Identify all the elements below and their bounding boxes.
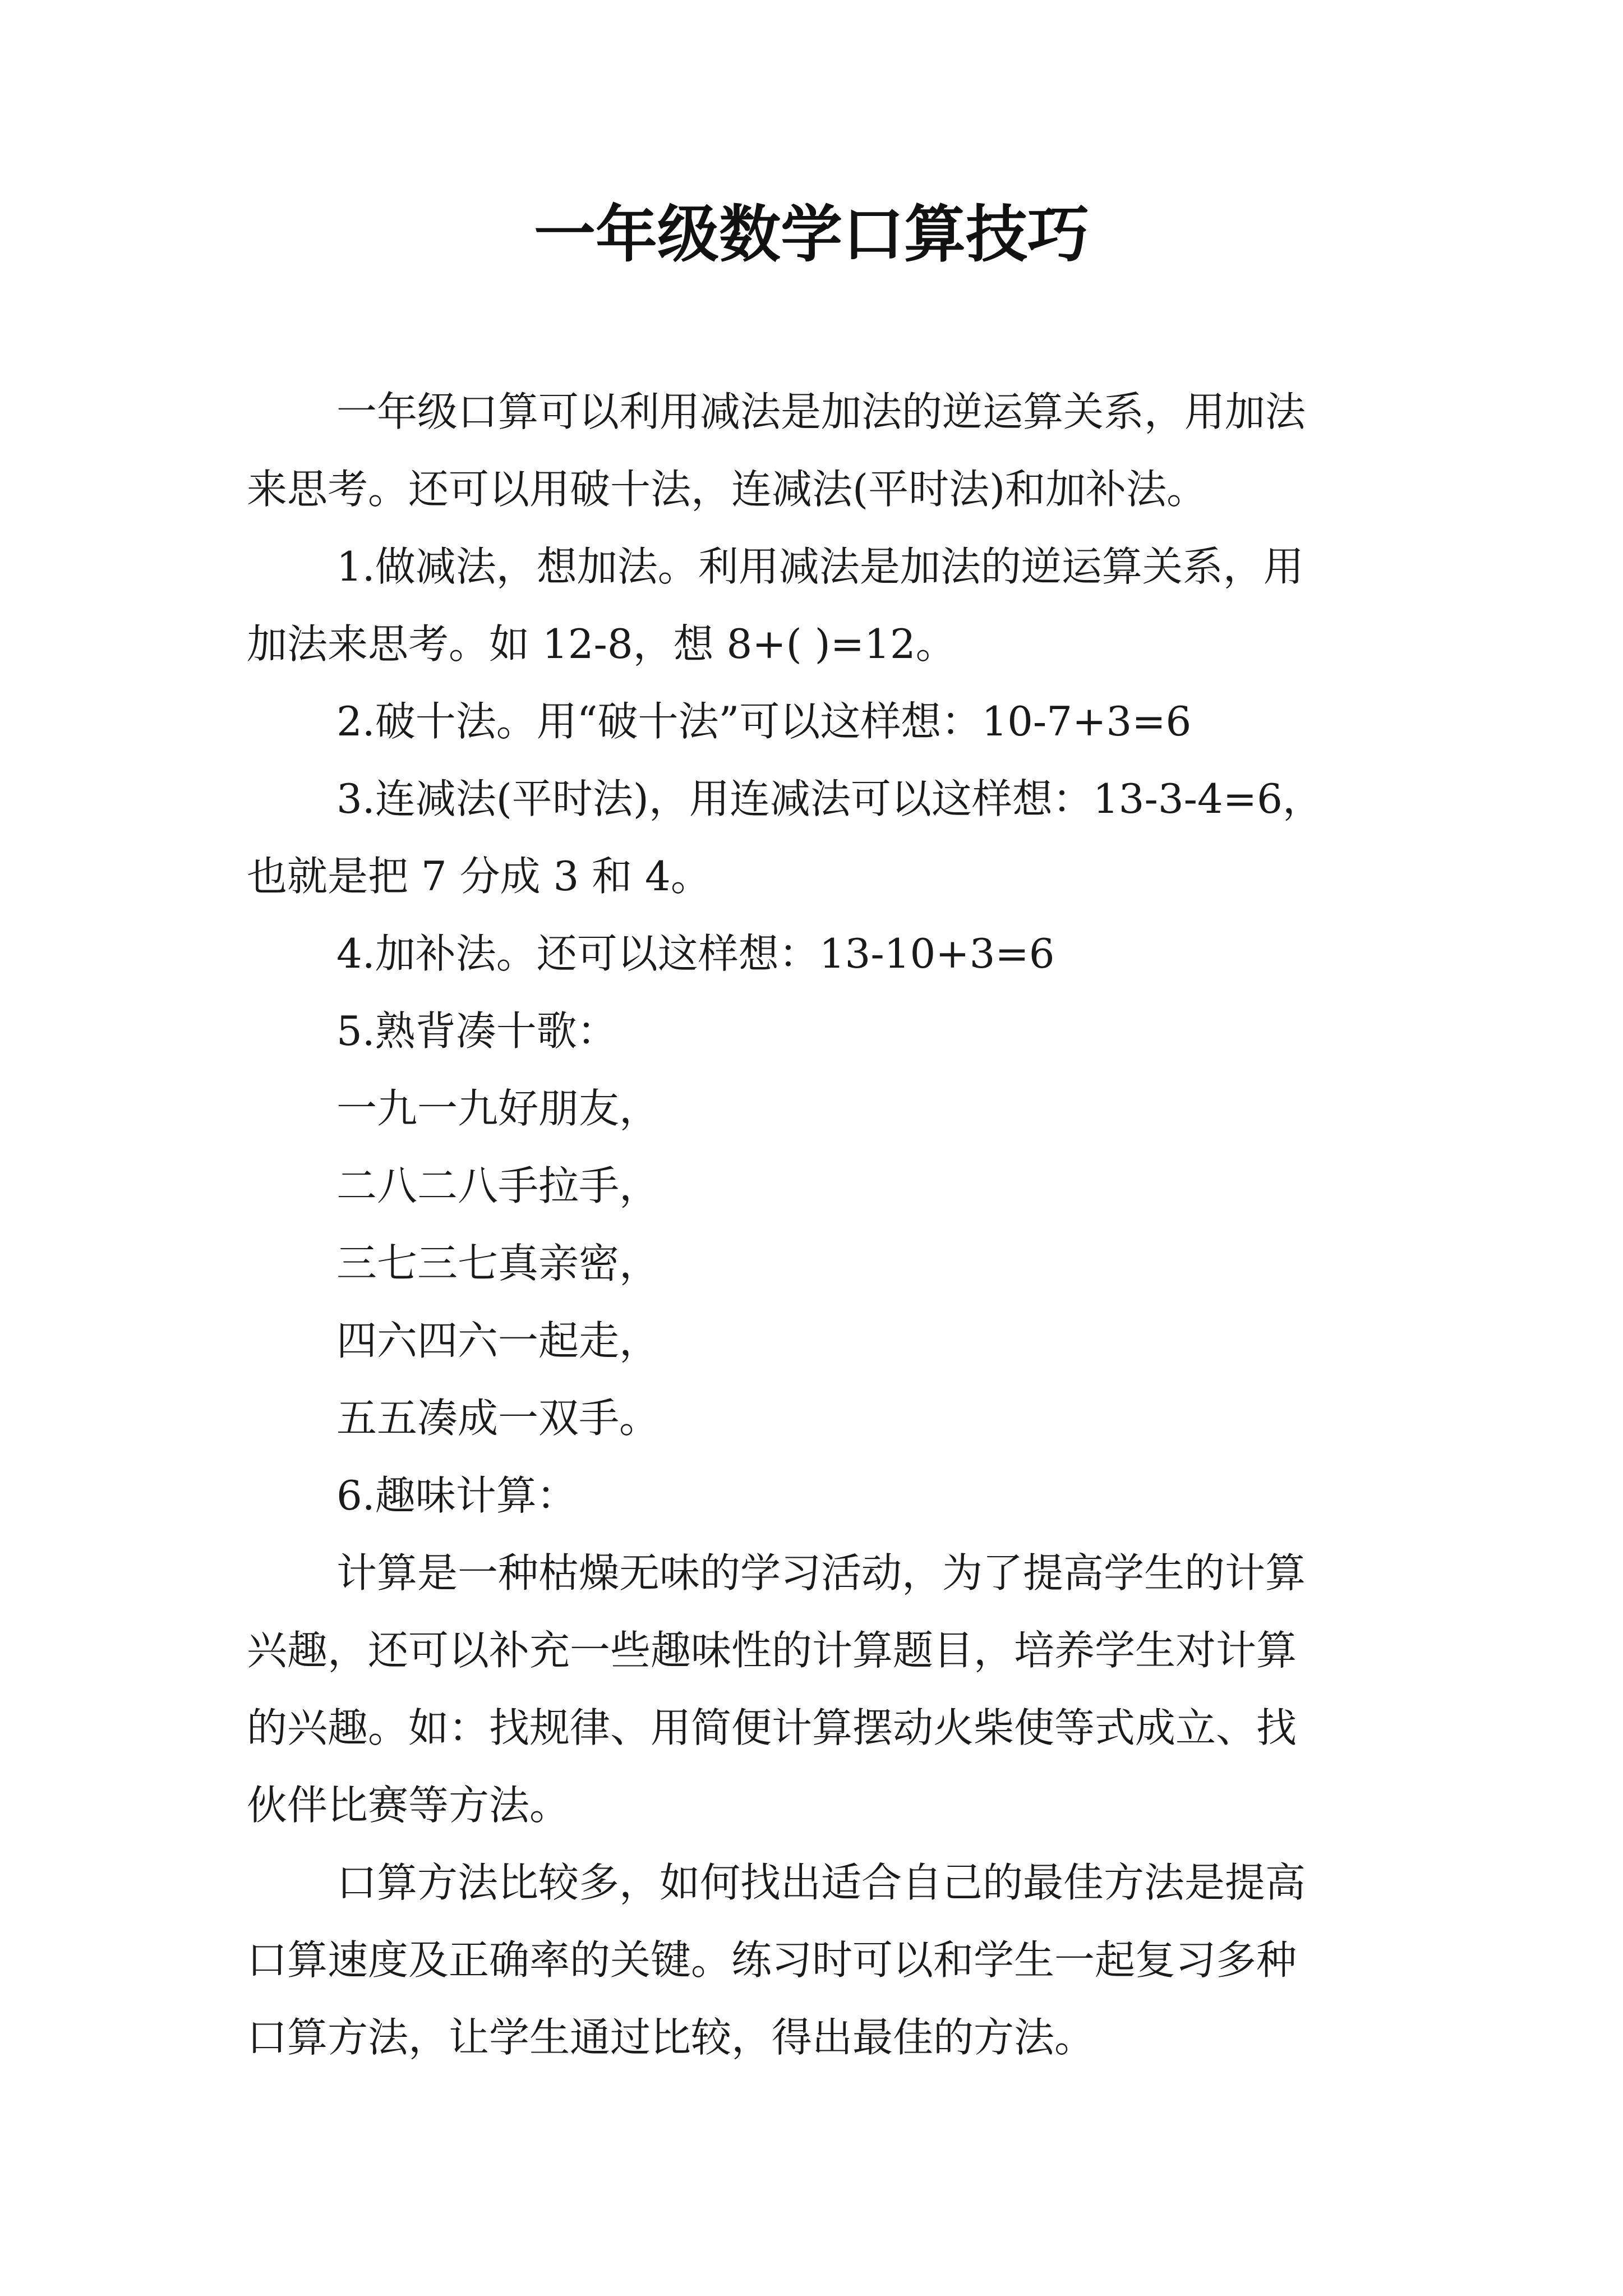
paragraph-line: 口算速度及正确率的关键。练习时可以和学生一起复习多种 (247, 1936, 1297, 1984)
paragraph-line: 也就是把 7 分成 3 和 4。 (247, 853, 711, 900)
paragraph-line: 一年级口算可以利用减法是加法的逆运算关系，用加法 (336, 388, 1306, 435)
rhyme-line: 三七三七真亲密， (336, 1240, 660, 1287)
paragraph-line: 计算是一种枯燥无味的学习活动，为了提高学生的计算 (336, 1549, 1306, 1596)
rhyme-line: 二八二八手拉手， (336, 1162, 660, 1209)
document-title: 一年级数学口算技巧 (534, 199, 1089, 270)
paragraph-line: 加法来思考。如 12-8，想 8+( )=12。 (247, 620, 956, 668)
document-body (247, 373, 1391, 2076)
paragraph-line: 的兴趣。如：找规律、用简便计算摆动火柴使等式成立、找 (247, 1704, 1297, 1751)
paragraph-line: 6.趣味计算： (336, 1472, 577, 1519)
paragraph-line: 5.熟背凑十歌： (336, 1007, 617, 1055)
paragraph-line: 口算方法比较多，如何找出适合自己的最佳方法是提高 (336, 1859, 1306, 1906)
paragraph-line: 1.做减法，想加法。利用减法是加法的逆运算关系，用 (336, 543, 1304, 590)
paragraph-line: 2.破十法。用“破十法”可以这样想：10-7+3=6 (336, 698, 1192, 745)
paragraph-line: 4.加补法。还可以这样想：13-10+3=6 (336, 930, 1055, 977)
paragraph-line: 3.连减法(平时法)，用连减法可以这样想：13-3-4=6， (336, 775, 1323, 822)
paragraph-line: 口算方法，让学生通过比较，得出最佳的方法。 (247, 2014, 1095, 2061)
paragraph-line: 来思考。还可以用破十法，连减法(平时法)和加补法。 (247, 466, 1207, 513)
paragraph-line: 兴趣，还可以补充一些趣味性的计算题目，培养学生对计算 (247, 1627, 1297, 1674)
rhyme-line: 一九一九好朋友， (336, 1085, 660, 1132)
rhyme-line: 四六四六一起走， (336, 1317, 660, 1364)
paragraph-line: 伙伴比赛等方法。 (247, 1782, 570, 1829)
rhyme-line: 五五凑成一双手。 (336, 1395, 660, 1442)
